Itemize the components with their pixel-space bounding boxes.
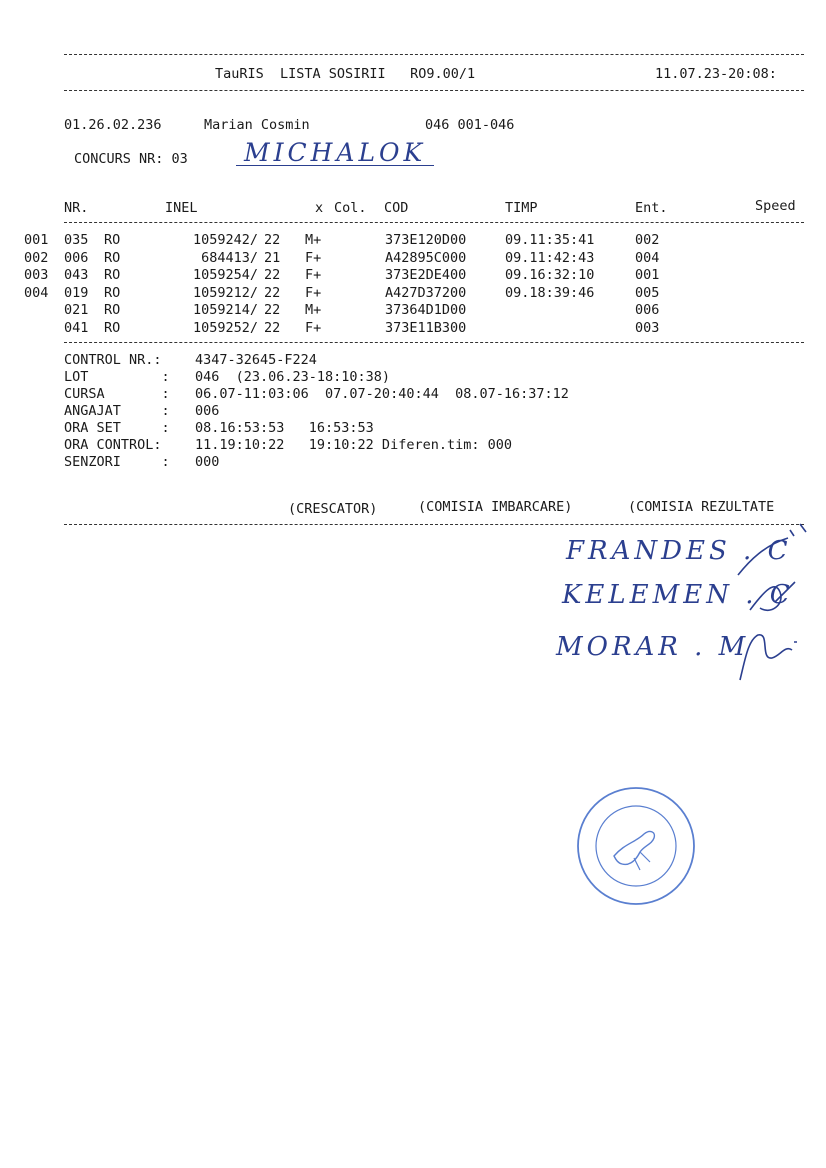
- table-bottom-rule: [64, 342, 804, 343]
- cell-nr: 035: [64, 232, 89, 248]
- detail-value: 08.16:53:53 16:53:53: [195, 420, 374, 436]
- cell-ent: 003: [635, 319, 660, 336]
- col-header-x: x: [315, 200, 324, 216]
- header-rule-bottom: [64, 90, 804, 91]
- cell-ring: 1059212/: [192, 284, 258, 301]
- cell-ring: 1059242/: [192, 232, 258, 248]
- detail-label: ORA SET :: [64, 420, 170, 436]
- detail-value: 006: [195, 403, 220, 419]
- cell-cod: A427D37200: [385, 284, 467, 301]
- signature-scribbles: [730, 520, 822, 690]
- col-header-col: Col.: [334, 200, 367, 216]
- cell-yr: 22: [264, 284, 281, 301]
- cell-yr: 22: [264, 267, 281, 283]
- cell-nr: 006: [64, 249, 89, 266]
- cell-sex: F+: [305, 284, 322, 301]
- cell-ring: 1059214/: [192, 302, 258, 318]
- cell-sex: F+: [305, 319, 322, 336]
- signature-header-rezultate: (COMISIA REZULTATE: [628, 499, 775, 515]
- cell-nr: 019: [64, 284, 89, 301]
- signature-header-imbarcare: (COMISIA IMBARCARE): [418, 499, 573, 515]
- cell-ring: 1059252/: [192, 319, 258, 336]
- cell-yr: 22: [264, 232, 281, 248]
- signature-morar: MORAR . M: [556, 632, 750, 662]
- cell-sex: F+: [305, 249, 322, 266]
- detail-value: 046 (23.06.23-18:10:38): [195, 369, 391, 385]
- cell-ent: 004: [635, 249, 660, 266]
- signature-frandes: FRANDES . C: [566, 536, 792, 566]
- detail-label: LOT :: [64, 369, 170, 385]
- detail-label: CONTROL NR.:: [64, 352, 162, 368]
- association-stamp-icon: [574, 784, 698, 908]
- cell-yr: 22: [264, 302, 281, 318]
- cell-cod: 373E2DE400: [385, 267, 467, 283]
- report-title: TauRIS LISTA SOSIRII RO9.00/1: [215, 66, 476, 82]
- fancier-name: Marian Cosmin: [204, 117, 310, 133]
- contest-label: CONCURS NR: 03: [74, 151, 188, 167]
- cell-nr: 021: [64, 302, 89, 318]
- cell-cc: RO: [104, 267, 121, 283]
- cell-pos: 002: [24, 249, 49, 266]
- cell-yr: 21: [264, 249, 281, 266]
- col-header-timp: TIMP: [505, 200, 538, 216]
- cell-ring: 1059254/: [192, 267, 258, 283]
- col-header-speed: Speed: [755, 198, 796, 214]
- cell-sex: M+: [305, 302, 322, 318]
- cell-ent: 001: [635, 267, 660, 283]
- detail-value: 4347-32645-F224: [195, 352, 317, 368]
- report-timestamp: 11.07.23-20:08:: [655, 66, 777, 82]
- cell-pos: 001: [24, 232, 49, 248]
- cell-yr: 22: [264, 319, 281, 336]
- detail-value: 11.19:10:22 19:10:22 Diferen.tim: 000: [195, 437, 512, 453]
- cell-timp: 09.11:35:41: [505, 232, 595, 248]
- detail-label: ORA CONTROL:: [64, 437, 162, 453]
- detail-label: CURSA :: [64, 386, 170, 402]
- cell-pos: 004: [24, 284, 49, 301]
- cell-nr: 041: [64, 319, 89, 336]
- signature-kelemen: KELEMEN . C: [562, 580, 794, 610]
- cell-sex: M+: [305, 232, 322, 248]
- detail-value: 06.07-11:03:06 07.07-20:40:44 08.07-16:37:12: [195, 386, 569, 402]
- cell-cod: 373E11B300: [385, 319, 467, 336]
- signature-rule: [64, 524, 804, 525]
- header-rule-top: [64, 54, 804, 55]
- contest-underline: [236, 165, 434, 166]
- signature-header-crescator: (CRESCATOR): [288, 501, 378, 517]
- cell-cc: RO: [104, 249, 121, 266]
- cell-cc: RO: [104, 284, 121, 301]
- cell-ent: 002: [635, 232, 660, 248]
- col-header-ent: Ent.: [635, 200, 668, 216]
- col-header-inel: INEL: [165, 200, 198, 216]
- cell-cod: 37364D1D00: [385, 302, 467, 318]
- detail-label: ANGAJAT :: [64, 403, 170, 419]
- fancier-range: 046 001-046: [425, 117, 515, 133]
- detail-label: SENZORI :: [64, 454, 170, 470]
- cell-timp: 09.18:39:46: [505, 284, 595, 301]
- cell-ent: 006: [635, 302, 660, 318]
- table-header-rule: [64, 222, 804, 223]
- cell-cc: RO: [104, 302, 121, 318]
- detail-value: 000: [195, 454, 220, 470]
- cell-ring: 684413/: [201, 249, 258, 266]
- cell-cod: A42895C000: [385, 249, 467, 266]
- cell-pos: 003: [24, 267, 49, 283]
- cell-sex: F+: [305, 267, 322, 283]
- col-header-cod: COD: [384, 200, 409, 216]
- cell-timp: 09.11:42:43: [505, 249, 595, 266]
- cell-cc: RO: [104, 232, 121, 248]
- cell-ent: 005: [635, 284, 660, 301]
- cell-timp: 09.16:32:10: [505, 267, 595, 283]
- cell-cc: RO: [104, 319, 121, 336]
- cell-nr: 043: [64, 267, 89, 283]
- fancier-id: 01.26.02.236: [64, 117, 162, 133]
- contest-handwritten-name: MICHALOK: [244, 138, 427, 167]
- cell-cod: 373E120D00: [385, 232, 467, 248]
- col-header-nr: NR.: [64, 200, 89, 216]
